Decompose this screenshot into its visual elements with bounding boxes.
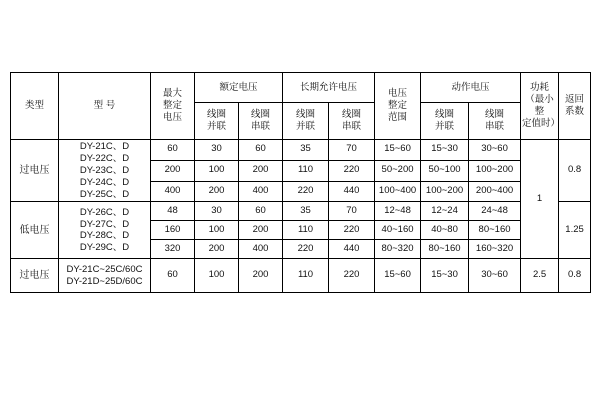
header-model: 型 号 [59, 73, 151, 140]
cell-action-series: 80~160 [469, 221, 521, 240]
cell-rated-series: 400 [239, 181, 283, 202]
header-return-coefficient: 返回 系数 [559, 73, 591, 140]
cell-rated-parallel: 100 [195, 221, 239, 240]
header-longterm-coil-parallel: 线圈 并联 [283, 103, 329, 140]
cell-max-setting-voltage: 60 [151, 259, 195, 293]
cell-longterm-series: 440 [329, 181, 375, 202]
header-rated-coil-series: 线圈 串联 [239, 103, 283, 140]
cell-rated-parallel: 30 [195, 202, 239, 221]
cell-action-series: 24~48 [469, 202, 521, 221]
header-max-setting-voltage: 最大 整定 电压 [151, 73, 195, 140]
cell-longterm-series: 220 [329, 221, 375, 240]
header-longterm-voltage: 长期允许电压 [283, 73, 375, 103]
cell-rated-series: 200 [239, 221, 283, 240]
cell-return-coefficient: 0.8 [559, 140, 591, 202]
cell-setting-range: 15~60 [375, 140, 421, 161]
cell-longterm-parallel: 110 [283, 160, 329, 181]
cell-max-setting-voltage: 200 [151, 160, 195, 181]
cell-model-list: DY-21C、D DY-22C、D DY-23C、D DY-24C、D DY-25C、D [59, 140, 151, 202]
cell-model-list: DY-26C、D DY-27C、D DY-28C、D DY-29C、D [59, 202, 151, 259]
cell-setting-range: 12~48 [375, 202, 421, 221]
header-rated-voltage: 额定电压 [195, 73, 283, 103]
table-body [11, 140, 591, 293]
header-action-coil-parallel: 线圈 并联 [421, 103, 469, 140]
header-action-voltage: 动作电压 [421, 73, 521, 103]
cell-longterm-series: 220 [329, 160, 375, 181]
cell-action-parallel: 40~80 [421, 221, 469, 240]
header-longterm-coil-series: 线圈 串联 [329, 103, 375, 140]
cell-longterm-series: 70 [329, 202, 375, 221]
cell-model-list: DY-21C~25C/60C DY-21D~25D/60C [59, 259, 151, 293]
table-row [11, 140, 591, 161]
cell-type: 过电压 [11, 259, 59, 293]
table-header [11, 73, 591, 140]
cell-action-series: 30~60 [469, 259, 521, 293]
cell-action-parallel: 12~24 [421, 202, 469, 221]
cell-power-consumption: 2.5 [521, 259, 559, 293]
cell-setting-range: 40~160 [375, 221, 421, 240]
cell-action-parallel: 100~200 [421, 181, 469, 202]
cell-setting-range: 50~200 [375, 160, 421, 181]
cell-rated-parallel: 100 [195, 160, 239, 181]
cell-longterm-series: 440 [329, 240, 375, 259]
cell-rated-parallel: 30 [195, 140, 239, 161]
cell-max-setting-voltage: 160 [151, 221, 195, 240]
cell-longterm-parallel: 35 [283, 202, 329, 221]
header-row-main [11, 73, 591, 103]
cell-rated-series: 200 [239, 160, 283, 181]
cell-type: 低电压 [11, 202, 59, 259]
cell-return-coefficient: 1.25 [559, 202, 591, 259]
specification-table [10, 72, 591, 293]
header-type: 类型 [11, 73, 59, 140]
cell-longterm-parallel: 110 [283, 221, 329, 240]
cell-action-series: 160~320 [469, 240, 521, 259]
cell-longterm-parallel: 220 [283, 240, 329, 259]
cell-longterm-parallel: 110 [283, 259, 329, 293]
cell-action-series: 100~200 [469, 160, 521, 181]
cell-rated-parallel: 200 [195, 181, 239, 202]
cell-setting-range: 100~400 [375, 181, 421, 202]
cell-rated-parallel: 200 [195, 240, 239, 259]
cell-return-coefficient: 0.8 [559, 259, 591, 293]
cell-longterm-series: 70 [329, 140, 375, 161]
cell-rated-parallel: 100 [195, 259, 239, 293]
cell-rated-series: 200 [239, 259, 283, 293]
cell-action-series: 200~400 [469, 181, 521, 202]
cell-action-series: 30~60 [469, 140, 521, 161]
header-power-consumption: 功耗 （最小整 定值时） [521, 73, 559, 140]
cell-rated-series: 60 [239, 140, 283, 161]
cell-setting-range: 15~60 [375, 259, 421, 293]
header-setting-range: 电压 整定 范围 [375, 73, 421, 140]
header-rated-coil-parallel: 线圈 并联 [195, 103, 239, 140]
table-row [11, 259, 591, 293]
cell-action-parallel: 80~160 [421, 240, 469, 259]
cell-action-parallel: 15~30 [421, 140, 469, 161]
cell-longterm-parallel: 35 [283, 140, 329, 161]
cell-max-setting-voltage: 320 [151, 240, 195, 259]
cell-power-consumption: 1 [521, 140, 559, 259]
cell-action-parallel: 15~30 [421, 259, 469, 293]
table-row [11, 202, 591, 221]
cell-max-setting-voltage: 400 [151, 181, 195, 202]
cell-type: 过电压 [11, 140, 59, 202]
cell-action-parallel: 50~100 [421, 160, 469, 181]
cell-max-setting-voltage: 48 [151, 202, 195, 221]
cell-longterm-series: 220 [329, 259, 375, 293]
cell-setting-range: 80~320 [375, 240, 421, 259]
cell-max-setting-voltage: 60 [151, 140, 195, 161]
cell-longterm-parallel: 220 [283, 181, 329, 202]
cell-rated-series: 60 [239, 202, 283, 221]
cell-rated-series: 400 [239, 240, 283, 259]
header-action-coil-series: 线圈 串联 [469, 103, 521, 140]
